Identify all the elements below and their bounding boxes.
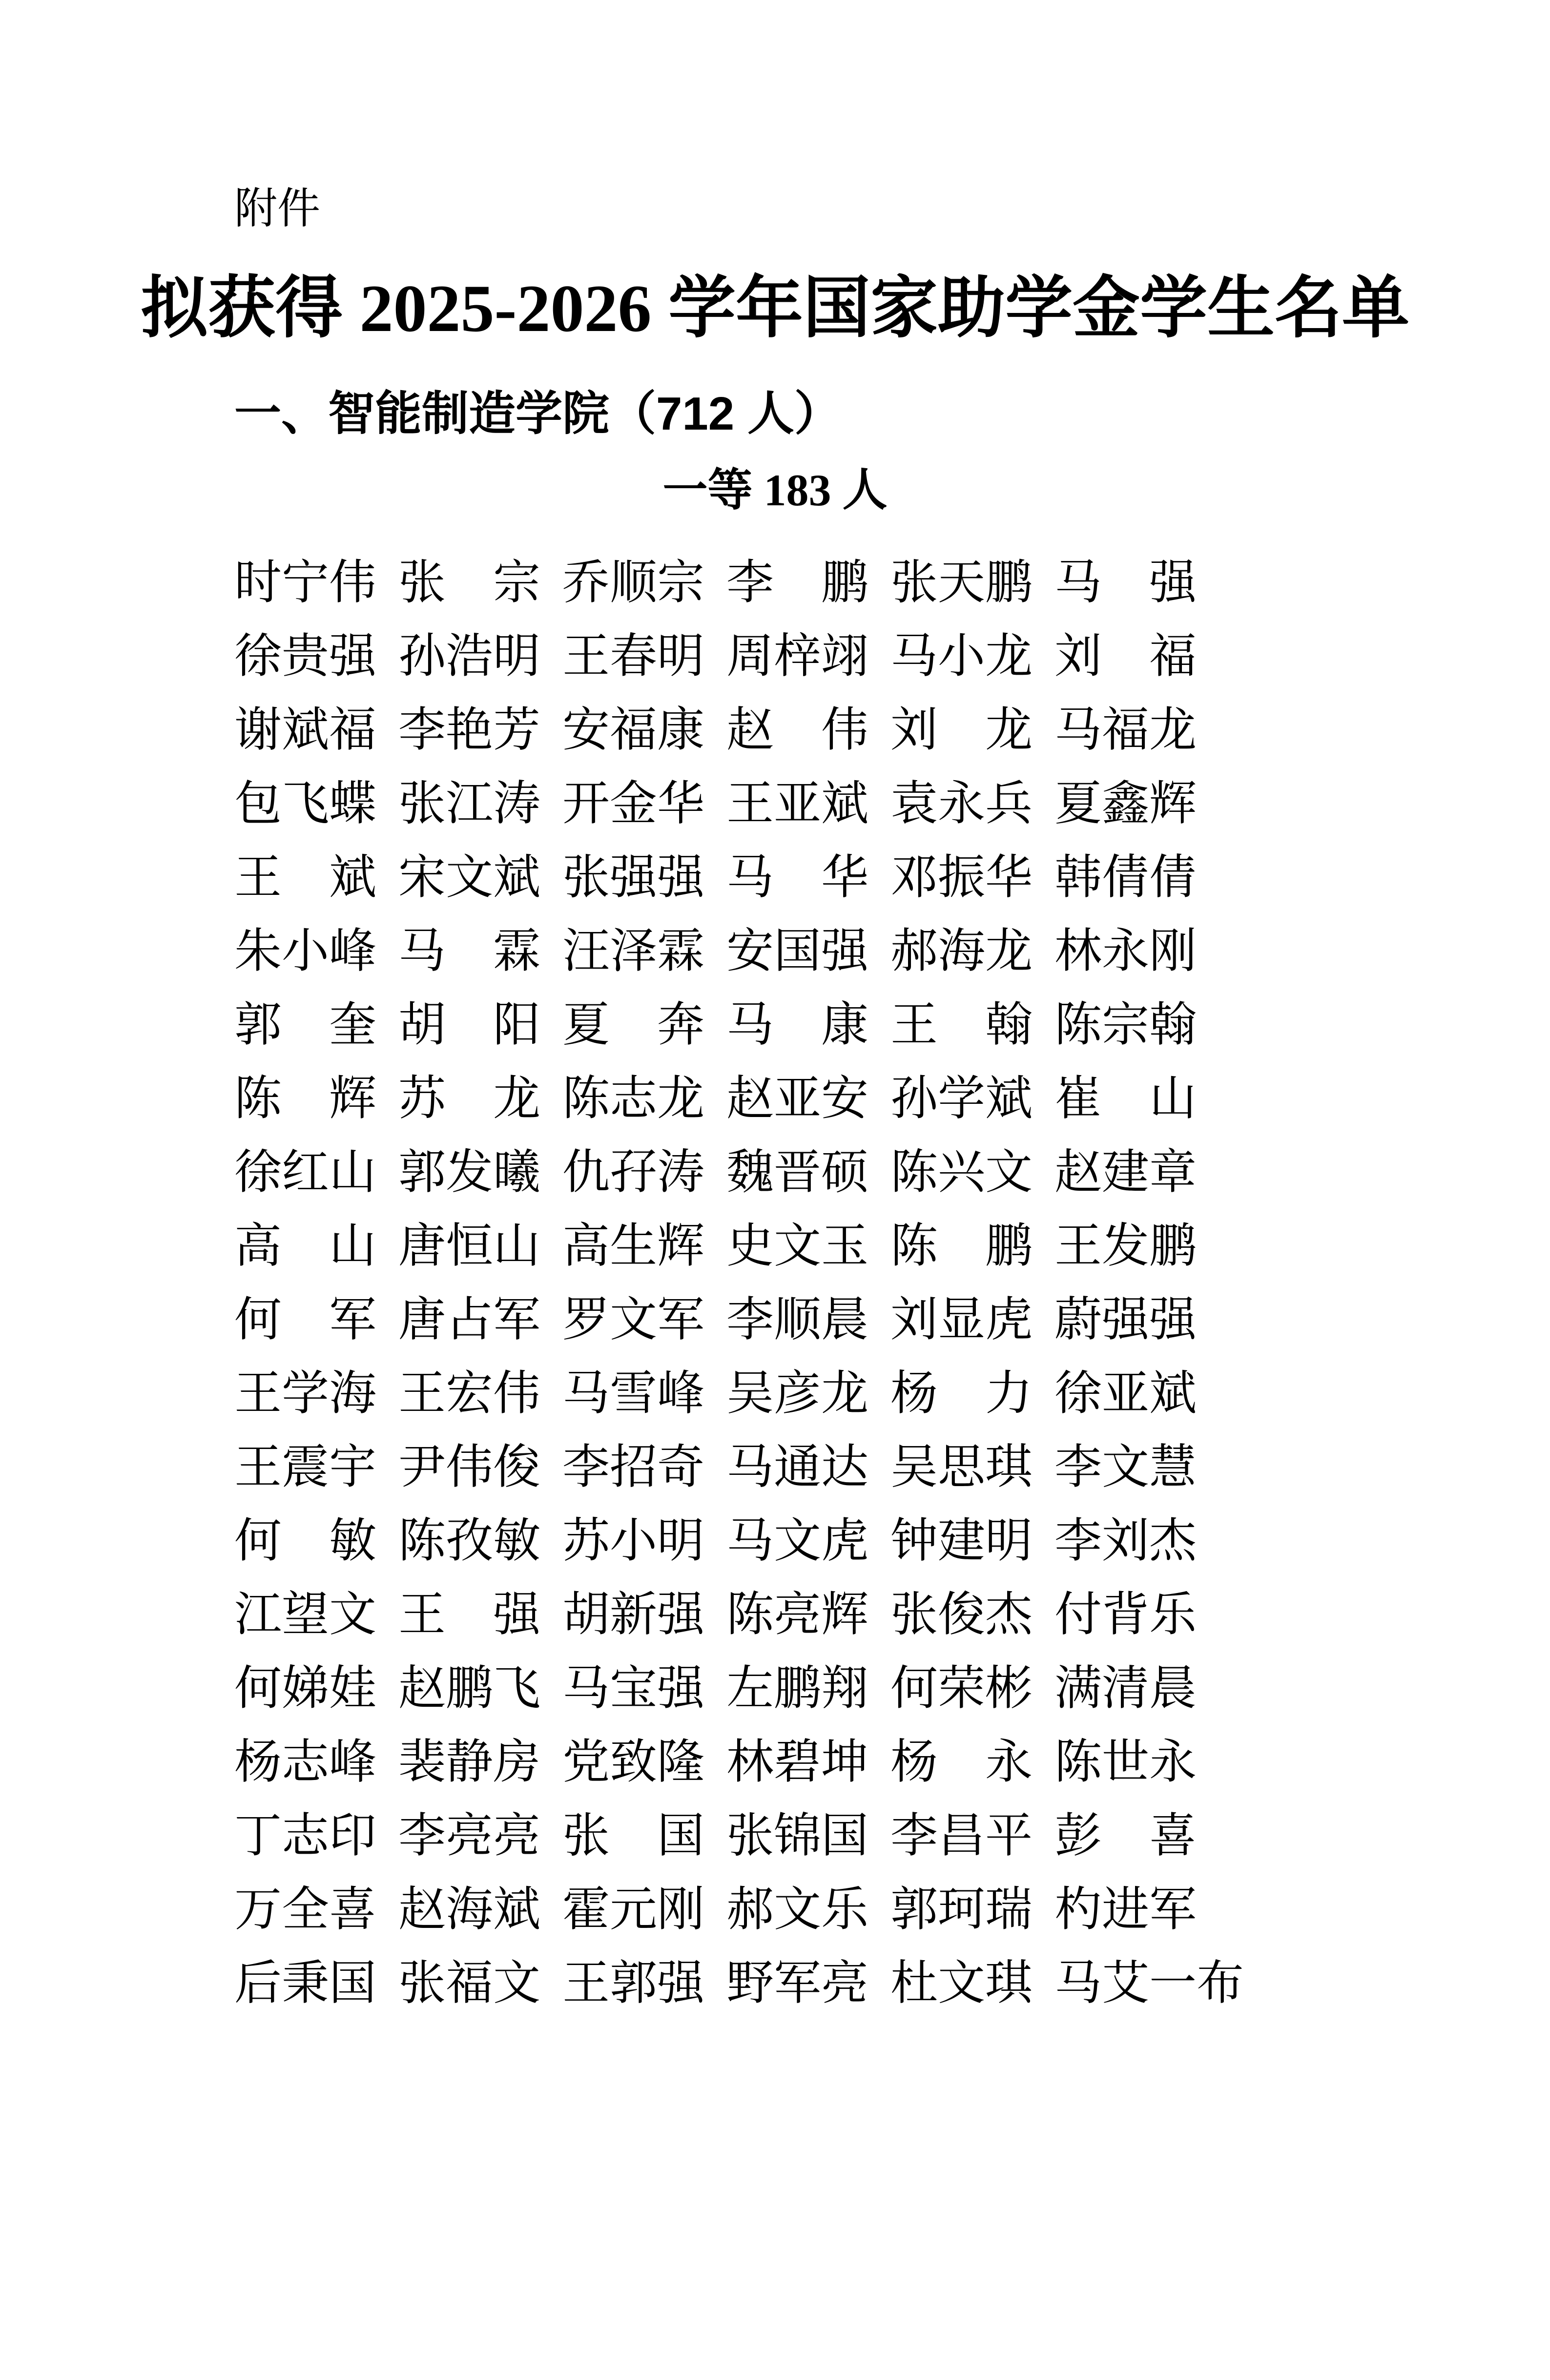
student-name: 钟 建 明 xyxy=(890,1514,1033,1567)
student-name: 邓 振 华 xyxy=(890,851,1033,904)
student-name: 张 福 文 xyxy=(398,1957,540,2009)
student-name: 罗 文 军 xyxy=(562,1293,704,1346)
student-name: 何 敏 xyxy=(234,1514,376,1567)
student-name: 杨 力 xyxy=(890,1367,1033,1420)
student-name: 马 雪 峰 xyxy=(562,1367,704,1420)
student-name: 杜 文 琪 xyxy=(890,1957,1033,2009)
student-name: 何 娣 娃 xyxy=(234,1662,376,1715)
student-name: 王 翰 xyxy=(890,998,1033,1051)
student-name: 李 刘 杰 xyxy=(1054,1514,1197,1567)
student-name: 张 江 涛 xyxy=(398,777,540,830)
student-name: 魏 晋 硕 xyxy=(726,1146,868,1199)
student-name: 党 致 隆 xyxy=(562,1736,704,1788)
student-name: 胡 新 强 xyxy=(562,1588,704,1641)
student-name: 李 昌 平 xyxy=(890,1809,1033,1862)
student-name: 时 宁 伟 xyxy=(234,556,376,609)
student-name: 野 军 亮 xyxy=(726,1957,868,2009)
student-name: 郝 文 乐 xyxy=(726,1883,868,1936)
student-name: 马 通 达 xyxy=(726,1441,868,1493)
student-name: 陈 世 永 xyxy=(1054,1736,1197,1788)
student-name: 孙 浩 明 xyxy=(398,630,540,683)
student-name: 李 鹏 xyxy=(726,556,868,609)
student-name: 王 春 明 xyxy=(562,630,704,683)
student-name: 林 碧 坤 xyxy=(726,1736,868,1788)
student-name: 张 天 鹏 xyxy=(890,556,1033,609)
student-name: 夏 奔 xyxy=(562,998,704,1051)
student-name: 李 文 慧 xyxy=(1054,1441,1197,1493)
document-page xyxy=(0,188,1550,2380)
student-name: 张 宗 xyxy=(398,556,540,609)
student-name: 孙 学 斌 xyxy=(890,1072,1033,1125)
student-name: 吴 思 琪 xyxy=(890,1441,1033,1493)
student-name: 徐 亚 斌 xyxy=(1054,1367,1197,1420)
student-name: 陈 鹏 xyxy=(890,1220,1033,1272)
section-heading: 一、智能制造学院（712 人） xyxy=(234,387,841,440)
student-name: 夏 鑫 辉 xyxy=(1054,777,1197,830)
student-name: 王 强 xyxy=(398,1588,540,1641)
student-name: 韩 倩 倩 xyxy=(1054,851,1197,904)
student-name: 林 永 刚 xyxy=(1054,925,1197,977)
student-name: 陈 孜 敏 xyxy=(398,1514,540,1567)
student-name: 王 发 鹏 xyxy=(1054,1220,1197,1272)
student-name: 赵 亚 安 xyxy=(726,1072,868,1125)
document-title: 拟获得 2025-2026 学年国家助学金学生名单 xyxy=(141,271,1409,346)
student-name: 崔 山 xyxy=(1054,1072,1197,1125)
student-name: 王 宏 伟 xyxy=(398,1367,540,1420)
student-name: 李 艳 芳 xyxy=(398,704,540,756)
student-name: 张 强 强 xyxy=(562,851,704,904)
student-name: 仇 孖 涛 xyxy=(562,1146,704,1199)
student-name: 左 鹏 翔 xyxy=(726,1662,868,1715)
student-name: 尹 伟 俊 xyxy=(398,1441,540,1493)
student-name: 马 霖 xyxy=(398,925,540,977)
student-name: 刘 龙 xyxy=(890,704,1033,756)
student-name: 苏 小 明 xyxy=(562,1514,704,1567)
student-name: 马 华 xyxy=(726,851,868,904)
student-name: 史 文 玉 xyxy=(726,1220,868,1272)
student-name: 汪 泽 霖 xyxy=(562,925,704,977)
student-name: 马 康 xyxy=(726,998,868,1051)
student-name: 杨 永 xyxy=(890,1736,1033,1788)
student-name: 后 秉 国 xyxy=(234,1957,376,2009)
student-name: 谢 斌 福 xyxy=(234,704,376,756)
student-name: 郭 发 曦 xyxy=(398,1146,540,1199)
student-name: 包 飞 蝶 xyxy=(234,777,376,830)
student-name: 徐 红 山 xyxy=(234,1146,376,1199)
student-name: 陈 兴 文 xyxy=(890,1146,1033,1199)
student-name: 刘 显 虎 xyxy=(890,1293,1033,1346)
student-name: 赵 鹏 飞 xyxy=(398,1662,540,1715)
student-name: 陈 宗 翰 xyxy=(1054,998,1197,1051)
student-name: 付 背 乐 xyxy=(1054,1588,1197,1641)
student-name: 蔚 强 强 xyxy=(1054,1293,1197,1346)
student-name: 袁 永 兵 xyxy=(890,777,1033,830)
student-name: 马 强 xyxy=(1054,556,1197,609)
student-name: 安 国 强 xyxy=(726,925,868,977)
student-name: 刘 福 xyxy=(1054,630,1197,683)
student-name: 马 文 虎 xyxy=(726,1514,868,1567)
student-name: 胡 阳 xyxy=(398,998,540,1051)
names-grid xyxy=(234,556,1244,2009)
student-name: 张 国 xyxy=(562,1809,704,1862)
student-name: 陈 志 龙 xyxy=(562,1072,704,1125)
student-name: 王 震 宇 xyxy=(234,1441,376,1493)
attachment-label: 附件 xyxy=(234,186,321,233)
student-name: 李 招 奇 xyxy=(562,1441,704,1493)
student-name: 陈 辉 xyxy=(234,1072,376,1125)
student-name: 万 全 喜 xyxy=(234,1883,376,1936)
student-name: 彭 喜 xyxy=(1054,1809,1197,1862)
student-name: 唐 恒 山 xyxy=(398,1220,540,1272)
student-name: 张 锦 国 xyxy=(726,1809,868,1862)
student-name: 李 顺 晨 xyxy=(726,1293,868,1346)
student-name: 张 俊 杰 xyxy=(890,1588,1033,1641)
student-name: 杨 志 峰 xyxy=(234,1736,376,1788)
student-name: 乔 顺 宗 xyxy=(562,556,704,609)
student-name: 陈 亮 辉 xyxy=(726,1588,868,1641)
student-name: 郭 珂 瑞 xyxy=(890,1883,1033,1936)
student-name: 开 金 华 xyxy=(562,777,704,830)
student-name: 赵 海 斌 xyxy=(398,1883,540,1936)
student-name: 霍 元 刚 xyxy=(562,1883,704,1936)
student-name: 安 福 康 xyxy=(562,704,704,756)
student-name: 周 梓 翊 xyxy=(726,630,868,683)
student-name: 裴 静 房 xyxy=(398,1736,540,1788)
student-name: 何 军 xyxy=(234,1293,376,1346)
tier-heading: 一等 183 人 xyxy=(662,465,888,515)
student-name: 赵 建 章 xyxy=(1054,1146,1197,1199)
student-name: 马 宝 强 xyxy=(562,1662,704,1715)
student-name: 马 艾 一 布 xyxy=(1054,1957,1244,2009)
student-name: 苏 龙 xyxy=(398,1072,540,1125)
student-name: 马 小 龙 xyxy=(890,630,1033,683)
student-name: 徐 贵 强 xyxy=(234,630,376,683)
student-name: 丁 志 印 xyxy=(234,1809,376,1862)
student-name: 马 福 龙 xyxy=(1054,704,1197,756)
student-name: 宋 文 斌 xyxy=(398,851,540,904)
student-name: 李 亮 亮 xyxy=(398,1809,540,1862)
student-name: 江 望 文 xyxy=(234,1588,376,1641)
student-name: 高 生 辉 xyxy=(562,1220,704,1272)
student-name: 郝 海 龙 xyxy=(890,925,1033,977)
student-name: 唐 占 军 xyxy=(398,1293,540,1346)
student-name: 王 学 海 xyxy=(234,1367,376,1420)
student-name: 郭 奎 xyxy=(234,998,376,1051)
student-name: 杓 进 军 xyxy=(1054,1883,1197,1936)
student-name: 王 郭 强 xyxy=(562,1957,704,2009)
student-name: 王 斌 xyxy=(234,851,376,904)
student-name: 吴 彦 龙 xyxy=(726,1367,868,1420)
student-name: 王 亚 斌 xyxy=(726,777,868,830)
student-name: 高 山 xyxy=(234,1220,376,1272)
student-name: 何 荣 彬 xyxy=(890,1662,1033,1715)
student-name: 朱 小 峰 xyxy=(234,925,376,977)
student-name: 满 清 晨 xyxy=(1054,1662,1197,1715)
student-name: 赵 伟 xyxy=(726,704,868,756)
